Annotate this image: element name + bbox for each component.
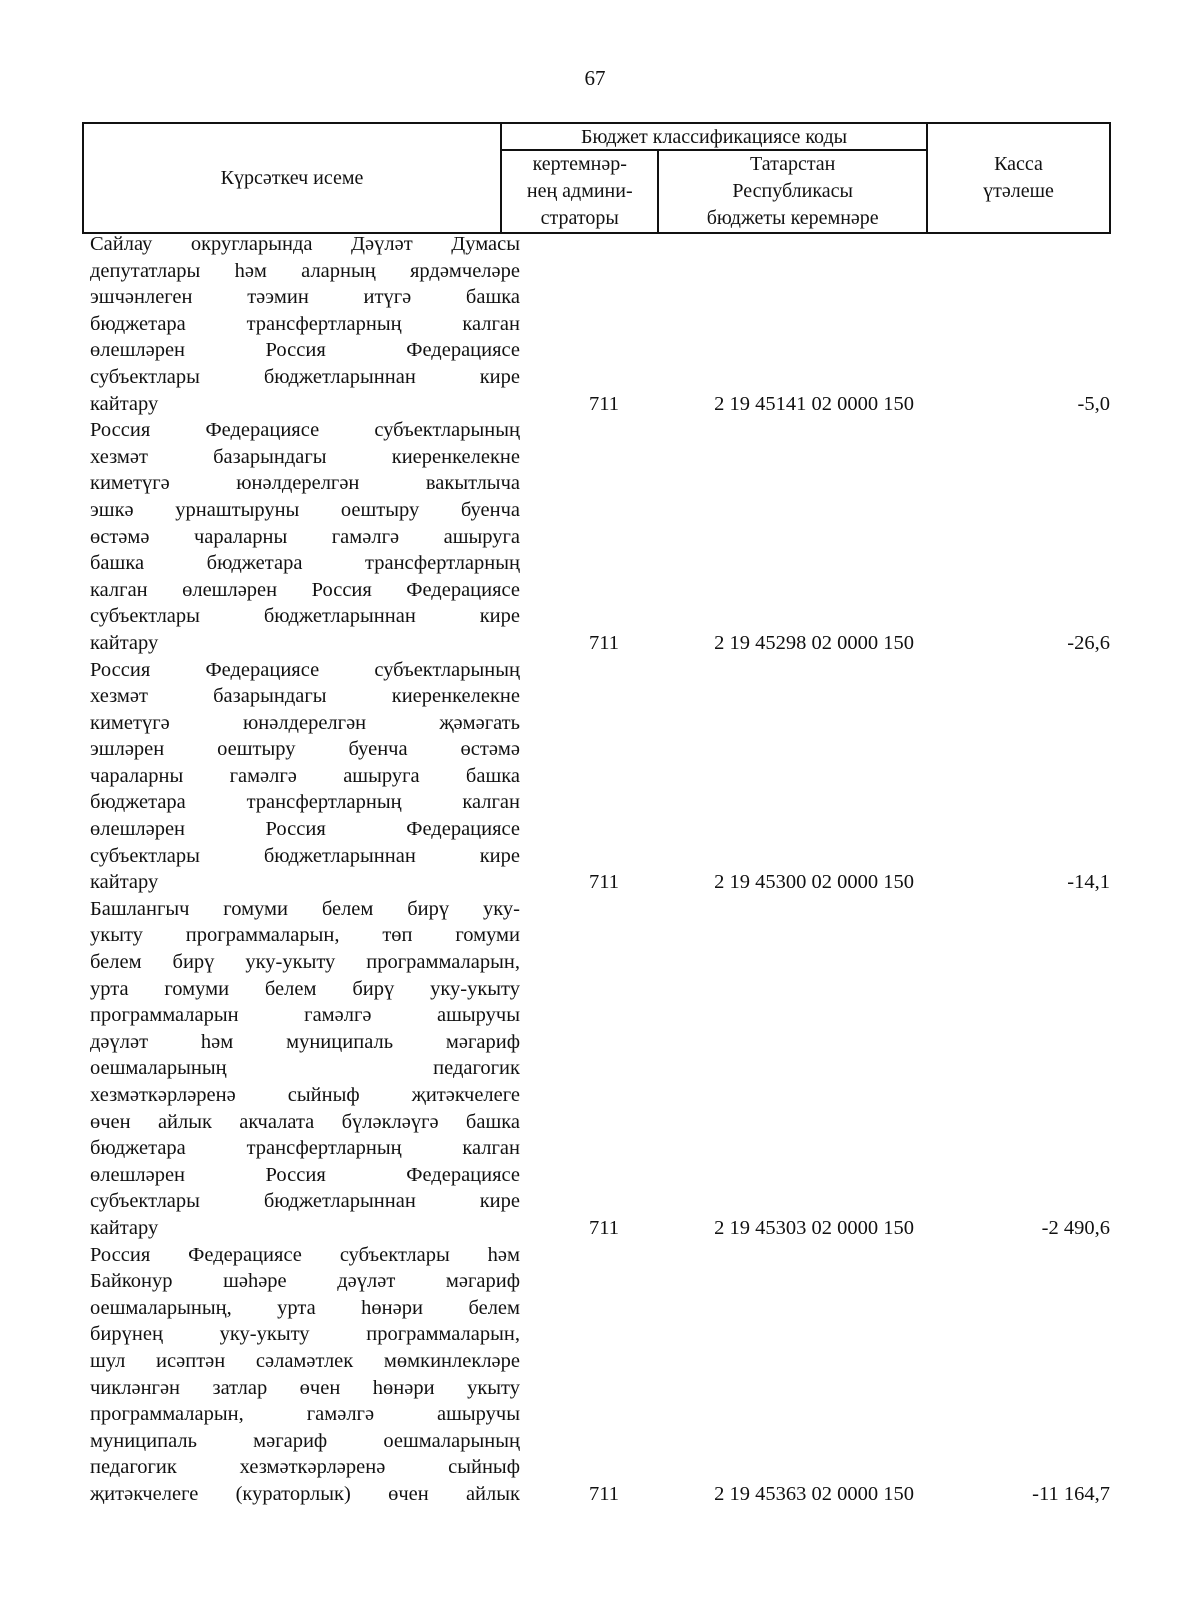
description-line: өчен айлык акчалата бүләкләүгә башка	[90, 1110, 520, 1133]
description-line: урта гомуми белем бирү уку-укыту	[90, 977, 520, 1000]
administrator-code: 711	[589, 871, 619, 894]
indicator-description	[90, 657, 520, 896]
budget-revenue-code: 2 19 45300 02 0000 150	[714, 871, 914, 894]
description-line: кайтару	[90, 871, 159, 894]
description-line: субъектлары бюджетларыннан кире	[90, 844, 520, 867]
description-line: оешмаларының педагогик	[90, 1057, 520, 1080]
indicator-description	[90, 1242, 520, 1508]
header-revenue-administrators	[501, 150, 658, 233]
description-line: педагогик хезмәткәрләренә сыйныф	[90, 1456, 520, 1479]
description-line: өлешләрен Россия Федерациясе	[90, 1163, 520, 1186]
description-line: өстәмә чараларны гамәлгә ашыруга	[90, 525, 520, 548]
description-line: муниципаль мәгариф оешмаларының	[90, 1429, 520, 1452]
header-admin-line: нең админи-	[526, 180, 633, 202]
description-line: бюджетара трансфертларның калган	[90, 312, 520, 335]
page-number: 67	[584, 66, 606, 90]
header-admin-line: страторы	[540, 207, 619, 229]
indicator-description	[90, 896, 520, 1242]
administrator-code: 711	[589, 1482, 619, 1505]
description-line: эшләрен оештыру буенча өстәмә	[90, 738, 520, 761]
budget-revenue-code: 2 19 45363 02 0000 150	[714, 1482, 914, 1505]
description-line: эшчәнлеген тәэмин итүгә башка	[90, 286, 520, 309]
header-code-line: бюджеты керемнәре	[706, 207, 879, 229]
cash-execution-amount: -14,1	[1067, 871, 1110, 894]
description-line: бюджетара трансфертларның калган	[90, 791, 520, 814]
description-line: чикләнгән затлар өчен һөнәри укыту	[90, 1376, 520, 1399]
description-line: калган өлешләрен Россия Федерациясе	[90, 578, 520, 601]
description-line: хезмәт базарындагы киеренкелекне	[90, 445, 520, 468]
description-line: Сайлау округларында Дәүләт Думасы	[90, 233, 520, 255]
header-republic-budget-revenues	[658, 150, 927, 233]
cash-execution-amount: -2 490,6	[1041, 1216, 1110, 1239]
description-line: Россия Федерациясе субъектларының	[90, 419, 520, 442]
description-line: шул исәптән сәламәтлек мөмкинлекләре	[90, 1349, 520, 1372]
administrator-code: 711	[589, 1216, 619, 1239]
table-row	[90, 896, 1120, 1242]
header-kassa-line: Касса	[994, 153, 1043, 175]
description-line: чараларны гамәлгә ашыруга башка	[90, 764, 520, 787]
description-line: бюджетара трансфертларның калган	[90, 1137, 520, 1160]
cash-execution-amount: -26,6	[1067, 631, 1110, 654]
description-line: хезмәт базарындагы киеренкелекне	[90, 685, 520, 708]
description-line: субъектлары бюджетларыннан кире	[90, 365, 520, 388]
description-line: өлешләрен Россия Федерациясе	[90, 339, 520, 362]
administrator-code: 711	[589, 631, 619, 654]
header-indicator-name: Күрсәткеч исеме	[83, 123, 501, 233]
description-line: хезмәткәрләренә сыйныф җитәкчелеге	[90, 1084, 520, 1106]
description-line: киметүгә юнәлдерелгән вакытлыча	[90, 472, 520, 495]
description-line: киметүгә юнәлдерелгән җәмәгать	[90, 711, 520, 734]
indicator-description	[90, 231, 520, 417]
description-line: өлешләрен Россия Федерациясе	[90, 818, 520, 841]
description-line: Башлангыч гомуми белем бирү уку-	[90, 897, 520, 920]
description-line: субъектлары бюджетларыннан кире	[90, 1190, 520, 1213]
description-line: Россия Федерациясе субъектлары һәм	[90, 1243, 520, 1266]
budget-revenue-code: 2 19 45298 02 0000 150	[714, 631, 914, 654]
header-code-line: Татарстан	[750, 153, 836, 175]
cash-execution-amount: -5,0	[1077, 392, 1110, 415]
table-row	[90, 231, 1120, 417]
description-line: башка бюджетара трансфертларның	[90, 552, 520, 575]
table-body	[90, 231, 1120, 1508]
description-line: программаларын, гамәлгә ашыручы	[90, 1403, 520, 1426]
description-line: җитәкчелеге (кураторлык) өчен айлык	[90, 1482, 520, 1505]
description-line: кайтару	[90, 392, 159, 415]
header-admin-line: кертемнәр-	[532, 153, 627, 175]
table-row	[90, 1242, 1120, 1508]
description-line: дәүләт һәм муниципаль мәгариф	[90, 1030, 520, 1053]
table-row	[90, 417, 1120, 656]
description-line: Байконур шәһәре дәүләт мәгариф	[90, 1270, 520, 1293]
description-line: кайтару	[90, 631, 159, 654]
table-header	[82, 122, 1111, 234]
administrator-code: 711	[589, 392, 619, 415]
description-line: Россия Федерациясе субъектларының	[90, 658, 520, 681]
header-cash-execution	[927, 123, 1110, 233]
header-kassa-line: үтәлеше	[983, 180, 1054, 202]
description-line: кайтару	[90, 1216, 159, 1239]
description-line: оешмаларының, урта һөнәри белем	[90, 1296, 520, 1319]
description-line: бирүнең уку-укыту программаларын,	[90, 1323, 520, 1346]
description-line: субъектлары бюджетларыннан кире	[90, 605, 520, 628]
table-row	[90, 657, 1120, 896]
budget-revenue-code: 2 19 45303 02 0000 150	[714, 1216, 914, 1239]
description-line: эшкә урнаштыруны оештыру буенча	[90, 498, 520, 521]
indicator-description	[90, 417, 520, 656]
description-line: белем бирү уку-укыту программаларын,	[90, 951, 520, 974]
header-budget-classification-code: Бюджет классификациясе коды	[501, 123, 927, 150]
header-code-line: Республикасы	[732, 180, 853, 202]
budget-revenue-code: 2 19 45141 02 0000 150	[714, 392, 914, 415]
description-line: укыту программаларын, төп гомуми	[90, 924, 520, 947]
description-line: депутатлары һәм аларның ярдәмчеләре	[90, 259, 520, 282]
cash-execution-amount: -11 164,7	[1032, 1482, 1110, 1505]
description-line: программаларын гамәлгә ашыручы	[90, 1004, 520, 1027]
